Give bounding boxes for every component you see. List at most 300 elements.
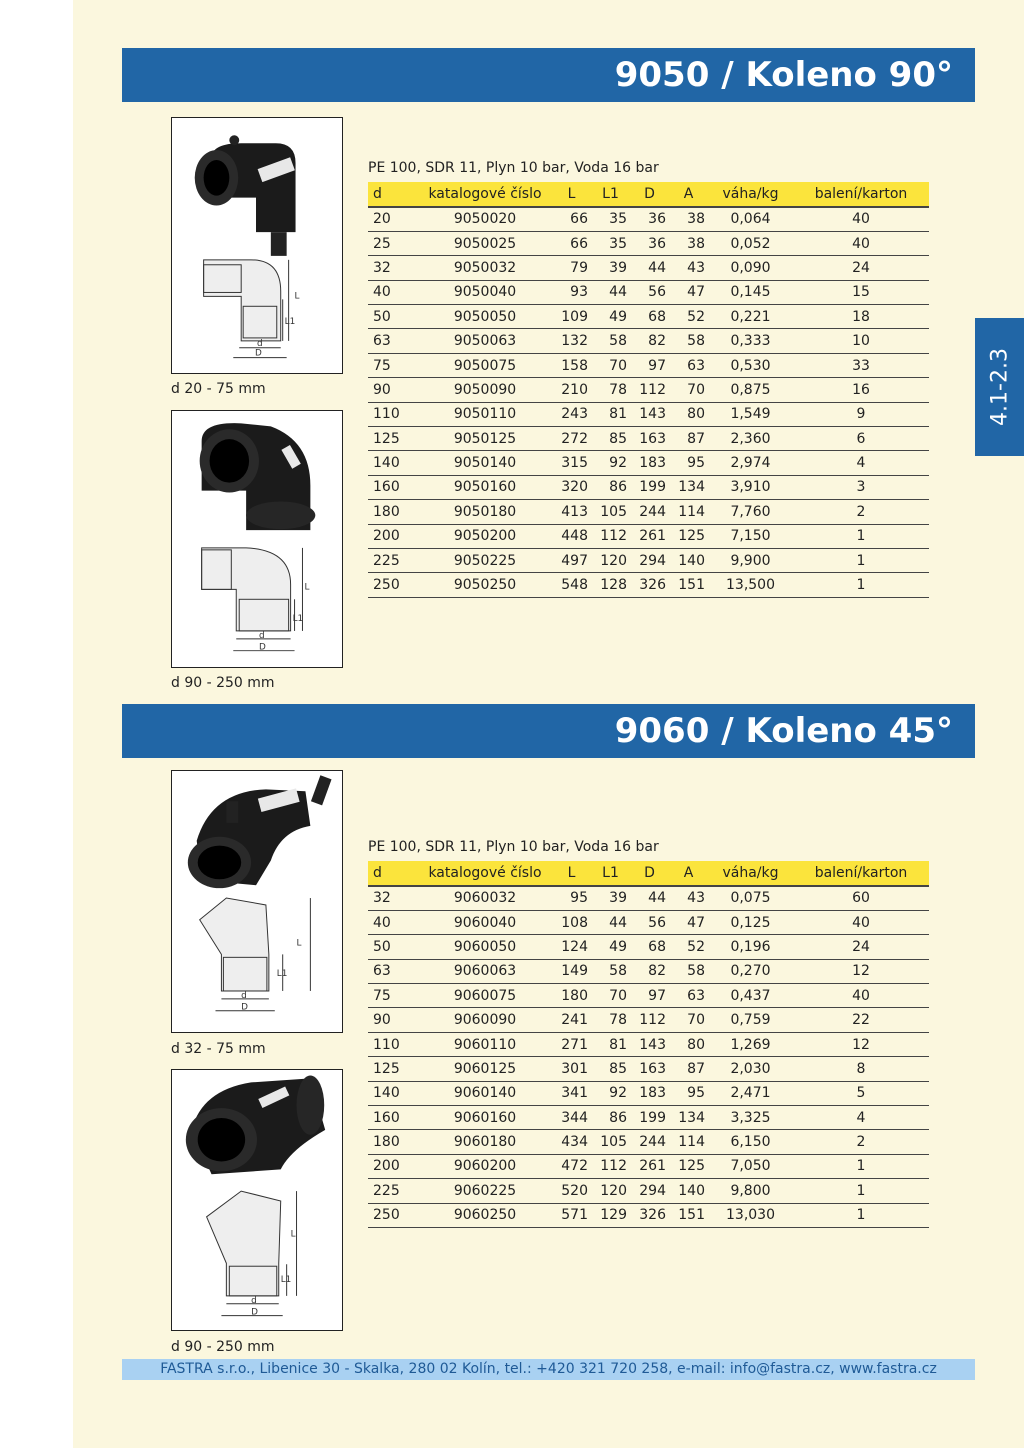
table-cell: 50 <box>368 935 418 959</box>
table-cell: 272 <box>552 427 591 451</box>
table-cell: 7,150 <box>708 524 793 548</box>
table-cell: 261 <box>630 1154 669 1178</box>
table-cell: 24 <box>793 256 929 280</box>
table-cell: 1 <box>793 1154 929 1178</box>
table-row <box>368 353 929 377</box>
table-cell: 12 <box>793 1032 929 1056</box>
table-cell: 20 <box>368 207 418 231</box>
table-cell: 0,270 <box>708 959 793 983</box>
table-cell: 180 <box>368 1130 418 1154</box>
table-cell: 40 <box>793 984 929 1008</box>
table-row <box>368 886 929 910</box>
table-cell: 35 <box>591 231 630 255</box>
table-cell: 9060180 <box>418 1130 552 1154</box>
table-cell: 38 <box>669 207 708 231</box>
table-cell: 0,052 <box>708 231 793 255</box>
table-cell: 0,125 <box>708 910 793 934</box>
table-cell: 3,325 <box>708 1106 793 1130</box>
table-cell: 160 <box>368 1106 418 1130</box>
elbow-photo-icon <box>188 775 332 888</box>
table-cell: 114 <box>669 500 708 524</box>
table-cell: 6 <box>793 427 929 451</box>
table-cell: 112 <box>630 1008 669 1032</box>
table-cell: 110 <box>368 402 418 426</box>
column-header: katalogové číslo <box>418 182 552 207</box>
table-cell: 320 <box>552 475 591 499</box>
table-cell: 125 <box>368 427 418 451</box>
table-cell: 140 <box>669 548 708 572</box>
table-cell: 301 <box>552 1057 591 1081</box>
table-cell: 128 <box>591 573 630 597</box>
table-cell: 163 <box>630 1057 669 1081</box>
table-cell: 87 <box>669 1057 708 1081</box>
table-cell: 134 <box>669 1106 708 1130</box>
table-row <box>368 548 929 572</box>
table-cell: 38 <box>669 231 708 255</box>
table-cell: 2,030 <box>708 1057 793 1081</box>
caption-9060-large: d 90 - 250 mm <box>171 1339 275 1355</box>
table-cell: 58 <box>591 959 630 983</box>
table-cell: 112 <box>591 1154 630 1178</box>
table-cell: 49 <box>591 305 630 329</box>
table-cell: 9060140 <box>418 1081 552 1105</box>
table-cell: 50 <box>368 305 418 329</box>
table-cell: 9060110 <box>418 1032 552 1056</box>
table-row <box>368 1154 929 1178</box>
table-cell: 0,196 <box>708 935 793 959</box>
table-cell: 200 <box>368 1154 418 1178</box>
table-cell: 294 <box>630 548 669 572</box>
table-row <box>368 524 929 548</box>
dim-label-L1: L1 <box>276 969 288 980</box>
table-cell: 56 <box>630 910 669 934</box>
table-cell: 180 <box>368 500 418 524</box>
table-cell: 2,360 <box>708 427 793 451</box>
table-cell: 95 <box>669 451 708 475</box>
table-cell: 149 <box>552 959 591 983</box>
table-cell: 9060050 <box>418 935 552 959</box>
table-cell: 0,530 <box>708 353 793 377</box>
table-cell: 58 <box>669 329 708 353</box>
table-cell: 75 <box>368 353 418 377</box>
table-cell: 9060040 <box>418 910 552 934</box>
table-cell: 9060160 <box>418 1106 552 1130</box>
caption-9060-small: d 32 - 75 mm <box>171 1041 266 1057</box>
table-cell: 70 <box>591 353 630 377</box>
table-cell: 78 <box>591 378 630 402</box>
dim-label-D: D <box>251 1307 258 1318</box>
table-cell: 90 <box>368 1008 418 1032</box>
table-cell: 108 <box>552 910 591 934</box>
table-cell: 32 <box>368 256 418 280</box>
column-header: balení/karton <box>793 861 929 886</box>
chapter-side-tab-label: 4.1-2.3 <box>987 348 1012 426</box>
dimension-table-9060 <box>368 861 929 1228</box>
table-cell: 244 <box>630 500 669 524</box>
table-row <box>368 256 929 280</box>
table-cell: 9060125 <box>418 1057 552 1081</box>
table-cell: 9060225 <box>418 1179 552 1203</box>
table-cell: 8 <box>793 1057 929 1081</box>
dim-label-d: d <box>257 338 263 349</box>
table-cell: 520 <box>552 1179 591 1203</box>
table-cell: 132 <box>552 329 591 353</box>
table-cell: 9050200 <box>418 524 552 548</box>
table-cell: 70 <box>669 378 708 402</box>
table-cell: 200 <box>368 524 418 548</box>
table-cell: 63 <box>669 353 708 377</box>
table-cell: 271 <box>552 1032 591 1056</box>
elbow-45-large-illustration <box>172 1070 342 1330</box>
table-row <box>368 207 929 231</box>
table-row <box>368 1081 929 1105</box>
table-cell: 63 <box>368 329 418 353</box>
table-cell: 434 <box>552 1130 591 1154</box>
table-cell: 143 <box>630 1032 669 1056</box>
table-cell: 1 <box>793 573 929 597</box>
table-header-row <box>368 182 929 207</box>
table-cell: 2,974 <box>708 451 793 475</box>
table-row <box>368 305 929 329</box>
table-cell: 9050110 <box>418 402 552 426</box>
table-cell: 9050063 <box>418 329 552 353</box>
column-header: balení/karton <box>793 182 929 207</box>
table-cell: 105 <box>591 500 630 524</box>
table-cell: 68 <box>630 305 669 329</box>
section-header-9050: 9050 / Koleno 90° <box>122 48 975 102</box>
table-row <box>368 1106 929 1130</box>
table-row <box>368 1008 929 1032</box>
table-cell: 225 <box>368 548 418 572</box>
column-header: A <box>669 861 708 886</box>
table-header-row <box>368 861 929 886</box>
column-header: L1 <box>591 861 630 886</box>
dim-label-L1: L1 <box>280 1275 292 1286</box>
column-header: d <box>368 861 418 886</box>
table-cell: 140 <box>669 1179 708 1203</box>
table-cell: 9,800 <box>708 1179 793 1203</box>
chapter-side-tab[interactable] <box>975 318 1024 456</box>
table-cell: 13,030 <box>708 1203 793 1227</box>
dim-label-d: d <box>258 630 265 641</box>
table-cell: 40 <box>793 231 929 255</box>
table-cell: 95 <box>552 886 591 910</box>
table-cell: 44 <box>591 910 630 934</box>
column-header: váha/kg <box>708 861 793 886</box>
product-image-9060-small <box>171 770 343 1033</box>
table-row <box>368 910 929 934</box>
table-cell: 40 <box>368 910 418 934</box>
column-header: L <box>552 182 591 207</box>
table-cell: 43 <box>669 886 708 910</box>
table-cell: 129 <box>591 1203 630 1227</box>
table-cell: 16 <box>793 378 929 402</box>
table-cell: 47 <box>669 910 708 934</box>
table-cell: 15 <box>793 280 929 304</box>
table-cell: 86 <box>591 475 630 499</box>
table-cell: 81 <box>591 1032 630 1056</box>
table-cell: 0,075 <box>708 886 793 910</box>
table-cell: 92 <box>591 451 630 475</box>
section-header-9060: 9060 / Koleno 45° <box>122 704 975 758</box>
table-cell: 143 <box>630 402 669 426</box>
table-cell: 472 <box>552 1154 591 1178</box>
table-cell: 47 <box>669 280 708 304</box>
table-cell: 114 <box>669 1130 708 1154</box>
table-cell: 183 <box>630 451 669 475</box>
elbow-45-small-illustration <box>172 771 342 1032</box>
table-cell: 82 <box>630 329 669 353</box>
table-cell: 93 <box>552 280 591 304</box>
table-cell: 4 <box>793 451 929 475</box>
table-cell: 326 <box>630 573 669 597</box>
table-row <box>368 573 929 597</box>
table-cell: 52 <box>669 305 708 329</box>
spec-label-9050: PE 100, SDR 11, Plyn 10 bar, Voda 16 bar <box>368 160 659 176</box>
table-row <box>368 1130 929 1154</box>
dim-label-L: L <box>304 582 310 593</box>
table-cell: 32 <box>368 886 418 910</box>
table-cell: 81 <box>591 402 630 426</box>
table-cell: 92 <box>591 1081 630 1105</box>
table-cell: 9060090 <box>418 1008 552 1032</box>
table-cell: 344 <box>552 1106 591 1130</box>
spec-label-9060: PE 100, SDR 11, Plyn 10 bar, Voda 16 bar <box>368 839 659 855</box>
table-cell: 413 <box>552 500 591 524</box>
table-cell: 326 <box>630 1203 669 1227</box>
table-cell: 5 <box>793 1081 929 1105</box>
table-cell: 120 <box>591 1179 630 1203</box>
table-cell: 109 <box>552 305 591 329</box>
footer-contact: FASTRA s.r.o., Libenice 30 - Skalka, 280 02 Kolín, tel.: +420 321 720 258, e-mail: info@fastra.cz, www.fastra.cz <box>122 1359 975 1380</box>
table-cell: 44 <box>630 886 669 910</box>
table-row <box>368 1179 929 1203</box>
table-cell: 9050075 <box>418 353 552 377</box>
elbow-90-large-illustration <box>172 411 342 667</box>
elbow-drawing-icon <box>202 548 303 651</box>
table-cell: 1,549 <box>708 402 793 426</box>
table-cell: 0,221 <box>708 305 793 329</box>
table-cell: 7,050 <box>708 1154 793 1178</box>
column-header: D <box>630 182 669 207</box>
table-cell: 9060200 <box>418 1154 552 1178</box>
table-row <box>368 427 929 451</box>
table-cell: 25 <box>368 231 418 255</box>
table-cell: 1 <box>793 524 929 548</box>
column-header: d <box>368 182 418 207</box>
table-cell: 9050090 <box>418 378 552 402</box>
table-cell: 18 <box>793 305 929 329</box>
table-cell: 66 <box>552 207 591 231</box>
dimension-table-9050 <box>368 182 929 598</box>
table-cell: 183 <box>630 1081 669 1105</box>
table-cell: 210 <box>552 378 591 402</box>
table-row <box>368 451 929 475</box>
table-cell: 24 <box>793 935 929 959</box>
table-cell: 9050160 <box>418 475 552 499</box>
table-cell: 36 <box>630 207 669 231</box>
table-cell: 9050032 <box>418 256 552 280</box>
table-cell: 4 <box>793 1106 929 1130</box>
table-cell: 44 <box>630 256 669 280</box>
table-cell: 1 <box>793 548 929 572</box>
table-row <box>368 1057 929 1081</box>
table-cell: 0,145 <box>708 280 793 304</box>
table-cell: 199 <box>630 1106 669 1130</box>
table-cell: 341 <box>552 1081 591 1105</box>
table-cell: 87 <box>669 427 708 451</box>
table-cell: 12 <box>793 959 929 983</box>
table-cell: 63 <box>669 984 708 1008</box>
table-cell: 35 <box>591 207 630 231</box>
table-cell: 22 <box>793 1008 929 1032</box>
table-cell: 241 <box>552 1008 591 1032</box>
table-cell: 49 <box>591 935 630 959</box>
table-cell: 60 <box>793 886 929 910</box>
table-cell: 9060075 <box>418 984 552 1008</box>
table-cell: 85 <box>591 1057 630 1081</box>
table-cell: 125 <box>368 1057 418 1081</box>
table-cell: 105 <box>591 1130 630 1154</box>
table-cell: 9060032 <box>418 886 552 910</box>
table-cell: 80 <box>669 1032 708 1056</box>
column-header: L <box>552 861 591 886</box>
column-header: L1 <box>591 182 630 207</box>
table-cell: 158 <box>552 353 591 377</box>
table-cell: 110 <box>368 1032 418 1056</box>
table-row <box>368 378 929 402</box>
product-image-9060-large <box>171 1069 343 1331</box>
table-cell: 58 <box>669 959 708 983</box>
table-cell: 2,471 <box>708 1081 793 1105</box>
table-cell: 95 <box>669 1081 708 1105</box>
table-cell: 9060250 <box>418 1203 552 1227</box>
table-cell: 199 <box>630 475 669 499</box>
caption-9050-large: d 90 - 250 mm <box>171 675 275 691</box>
table-cell: 151 <box>669 1203 708 1227</box>
elbow-photo-icon <box>200 423 316 530</box>
table-cell: 244 <box>630 1130 669 1154</box>
table-row <box>368 935 929 959</box>
caption-9050-small: d 20 - 75 mm <box>171 381 266 397</box>
table-cell: 6,150 <box>708 1130 793 1154</box>
table-cell: 9050050 <box>418 305 552 329</box>
table-cell: 1 <box>793 1179 929 1203</box>
table-cell: 0,064 <box>708 207 793 231</box>
table-cell: 43 <box>669 256 708 280</box>
table-cell: 0,875 <box>708 378 793 402</box>
elbow-drawing-icon <box>204 260 289 358</box>
table-cell: 52 <box>669 935 708 959</box>
table-cell: 0,333 <box>708 329 793 353</box>
table-row <box>368 475 929 499</box>
column-header: váha/kg <box>708 182 793 207</box>
table-cell: 9,900 <box>708 548 793 572</box>
table-cell: 1,269 <box>708 1032 793 1056</box>
elbow-drawing-icon <box>200 898 311 1011</box>
table-row <box>368 329 929 353</box>
table-row <box>368 231 929 255</box>
table-cell: 497 <box>552 548 591 572</box>
dim-label-d: d <box>251 1295 257 1306</box>
table-cell: 112 <box>591 524 630 548</box>
table-cell: 112 <box>630 378 669 402</box>
table-cell: 151 <box>669 573 708 597</box>
table-cell: 97 <box>630 353 669 377</box>
table-cell: 261 <box>630 524 669 548</box>
table-cell: 97 <box>630 984 669 1008</box>
table-cell: 75 <box>368 984 418 1008</box>
dim-label-L: L <box>290 1229 296 1240</box>
table-cell: 40 <box>793 207 929 231</box>
table-cell: 571 <box>552 1203 591 1227</box>
table-cell: 70 <box>591 984 630 1008</box>
dim-label-D: D <box>258 642 266 653</box>
table-cell: 82 <box>630 959 669 983</box>
elbow-90-small-illustration <box>172 118 342 373</box>
table-cell: 68 <box>630 935 669 959</box>
table-cell: 86 <box>591 1106 630 1130</box>
table-cell: 134 <box>669 475 708 499</box>
dim-label-D: D <box>241 1002 249 1013</box>
dim-label-L1: L1 <box>284 317 296 328</box>
table-cell: 163 <box>630 427 669 451</box>
column-header: A <box>669 182 708 207</box>
table-cell: 40 <box>793 910 929 934</box>
dim-label-L: L <box>294 291 300 302</box>
table-cell: 180 <box>552 984 591 1008</box>
table-cell: 9050025 <box>418 231 552 255</box>
table-cell: 140 <box>368 451 418 475</box>
table-cell: 9060063 <box>418 959 552 983</box>
table-cell: 448 <box>552 524 591 548</box>
dim-label-D: D <box>255 348 262 359</box>
table-row <box>368 402 929 426</box>
table-cell: 315 <box>552 451 591 475</box>
table-cell: 36 <box>630 231 669 255</box>
table-cell: 294 <box>630 1179 669 1203</box>
table-cell: 39 <box>591 886 630 910</box>
product-image-9050-large <box>171 410 343 668</box>
table-cell: 39 <box>591 256 630 280</box>
table-cell: 125 <box>669 524 708 548</box>
table-cell: 56 <box>630 280 669 304</box>
dim-label-L1: L1 <box>292 614 304 625</box>
table-cell: 140 <box>368 1081 418 1105</box>
table-cell: 9050250 <box>418 573 552 597</box>
table-cell: 90 <box>368 378 418 402</box>
table-cell: 58 <box>591 329 630 353</box>
table-row <box>368 280 929 304</box>
table-cell: 9 <box>793 402 929 426</box>
left-margin-strip <box>0 0 73 1448</box>
dim-label-L: L <box>296 938 302 949</box>
table-cell: 9050140 <box>418 451 552 475</box>
table-cell: 10 <box>793 329 929 353</box>
table-cell: 7,760 <box>708 500 793 524</box>
table-cell: 160 <box>368 475 418 499</box>
table-cell: 548 <box>552 573 591 597</box>
table-cell: 125 <box>669 1154 708 1178</box>
dim-label-d: d <box>241 990 247 1001</box>
elbow-photo-icon <box>186 1075 325 1174</box>
table-cell: 9050225 <box>418 548 552 572</box>
table-cell: 120 <box>591 548 630 572</box>
table-cell: 79 <box>552 256 591 280</box>
table-cell: 78 <box>591 1008 630 1032</box>
table-cell: 3,910 <box>708 475 793 499</box>
table-cell: 40 <box>368 280 418 304</box>
